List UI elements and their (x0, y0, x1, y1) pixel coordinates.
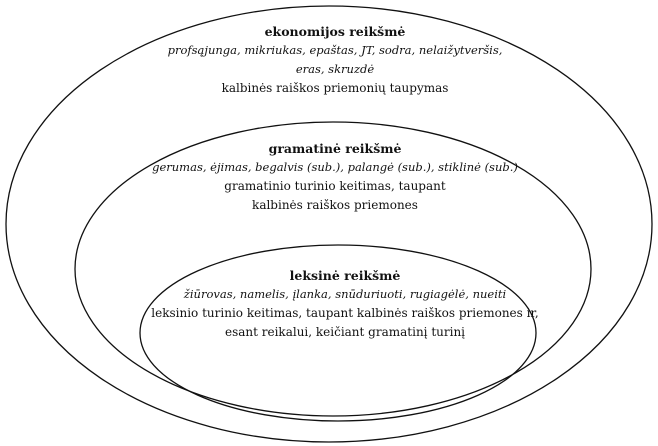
middle-description-line2: kalbinės raiškos priemones (252, 198, 418, 212)
outer-ellipse-text (165, 22, 505, 98)
inner-ellipse-text (145, 266, 545, 342)
inner-description-line2: esant reikalui, keičiant gramatinį turinį (224, 325, 466, 339)
middle-title: gramatinė reikšmė (268, 141, 402, 156)
outer-title: ekonomijos reikšmė (264, 24, 406, 39)
outer-description: kalbinės raiškos priemonių taupymas (221, 81, 449, 95)
middle-ellipse-text (150, 139, 520, 215)
middle-examples: gerumas, ėjimas, begalvis (sub.), palangė (sub.), stiklinė (sub.) (152, 160, 518, 174)
outer-examples-line1: profsąjunga, mikriukas, epaštas, JT, sodra, nelaižytveršis, (167, 43, 503, 57)
inner-title: leksinė reikšmė (289, 268, 401, 283)
middle-description-line1: gramatinio turinio keitimas, taupant (224, 179, 446, 193)
inner-examples: žiūrovas, namelis, įlanka, snūduriuoti, rugiagėlė, nueiti (183, 287, 507, 301)
outer-examples-line2: eras, skruzdė (295, 62, 375, 76)
inner-description-line1: leksinio turinio keitimas, taupant kalbinės raiškos priemones ir, (151, 306, 539, 320)
